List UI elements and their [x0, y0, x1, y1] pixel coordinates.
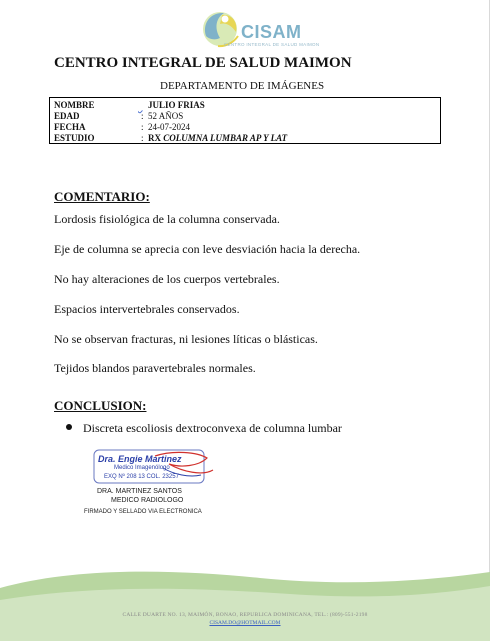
patient-label: FECHA — [54, 122, 86, 132]
footer-email-link[interactable]: CISAM.DO@HOTMAIL.COM — [209, 620, 281, 626]
stamp-exequatur: EXQ Nº 208 13 COL. 23257 — [104, 474, 179, 480]
patient-value: JULIO FRIAS — [148, 100, 205, 110]
bullet-icon — [66, 424, 72, 430]
conclusion-heading: CONCLUSION: — [54, 398, 147, 413]
stamp-doctor-name: Dra. Engie Martinez — [98, 454, 182, 464]
patient-value: 24-07-2024 — [148, 122, 190, 132]
patient-label: ESTUDIO — [54, 133, 95, 143]
footer-wave — [0, 566, 490, 641]
signature-note: FIRMADO Y SELLADO VIA ELECTRONICA — [84, 509, 202, 515]
finding-item: Espacios intervertebrales conservados. — [54, 302, 240, 316]
patient-colon: : — [141, 133, 144, 143]
finding-item: Eje de columna se aprecia con leve desviación hacia la derecha. — [54, 242, 361, 256]
signature-stamp — [93, 448, 215, 486]
study-prefix: RX — [148, 133, 164, 143]
patient-info-box — [49, 97, 441, 144]
patient-value: 52 AÑOS — [148, 111, 184, 121]
conclusion-text: Discreta escoliosis dextroconvexa de columna lumbar — [83, 421, 342, 435]
finding-item: No se observan fracturas, ni lesiones líticas o blásticas. — [54, 332, 318, 346]
finding-item: Tejidos blandos paravertebrales normales. — [54, 361, 256, 375]
logo-subtitle: CENTRO INTEGRAL DE SALUD MAIMON — [224, 42, 320, 47]
logo-wordmark: CISAM — [241, 22, 302, 42]
signer-title: MEDICO RADIOLOGO — [111, 497, 184, 504]
patient-value — [148, 133, 287, 144]
patient-label: EDAD — [54, 111, 80, 121]
comment-heading: COMENTARIO: — [54, 189, 150, 204]
stamp-role: Medico Imagenólogo — [114, 465, 170, 471]
patient-label: NOMBRE — [54, 100, 95, 110]
finding-item: No hay alteraciones de los cuerpos vertebrales. — [54, 272, 280, 286]
cisam-logo — [198, 6, 320, 52]
finding-item: Lordosis fisiológica de la columna conservada. — [54, 212, 280, 226]
patient-colon: : — [141, 111, 144, 121]
signer-name: DRA. MARTINEZ SANTOS — [97, 488, 182, 495]
patient-colon: : — [141, 122, 144, 132]
footer-address: CALLE DUARTE NO. 13, MAIMÓN, BONAO, REPUBLICA DOMINICANA, TEL.: (809)-551-2198 — [122, 612, 368, 618]
study-name: COLUMNA LUMBAR AP Y LAT — [163, 133, 288, 143]
document-title: CENTRO INTEGRAL DE SALUD MAIMON — [54, 55, 352, 71]
department-name: DEPARTAMENTO DE IMÁGENES — [160, 80, 325, 92]
patient-colon — [138, 100, 143, 111]
